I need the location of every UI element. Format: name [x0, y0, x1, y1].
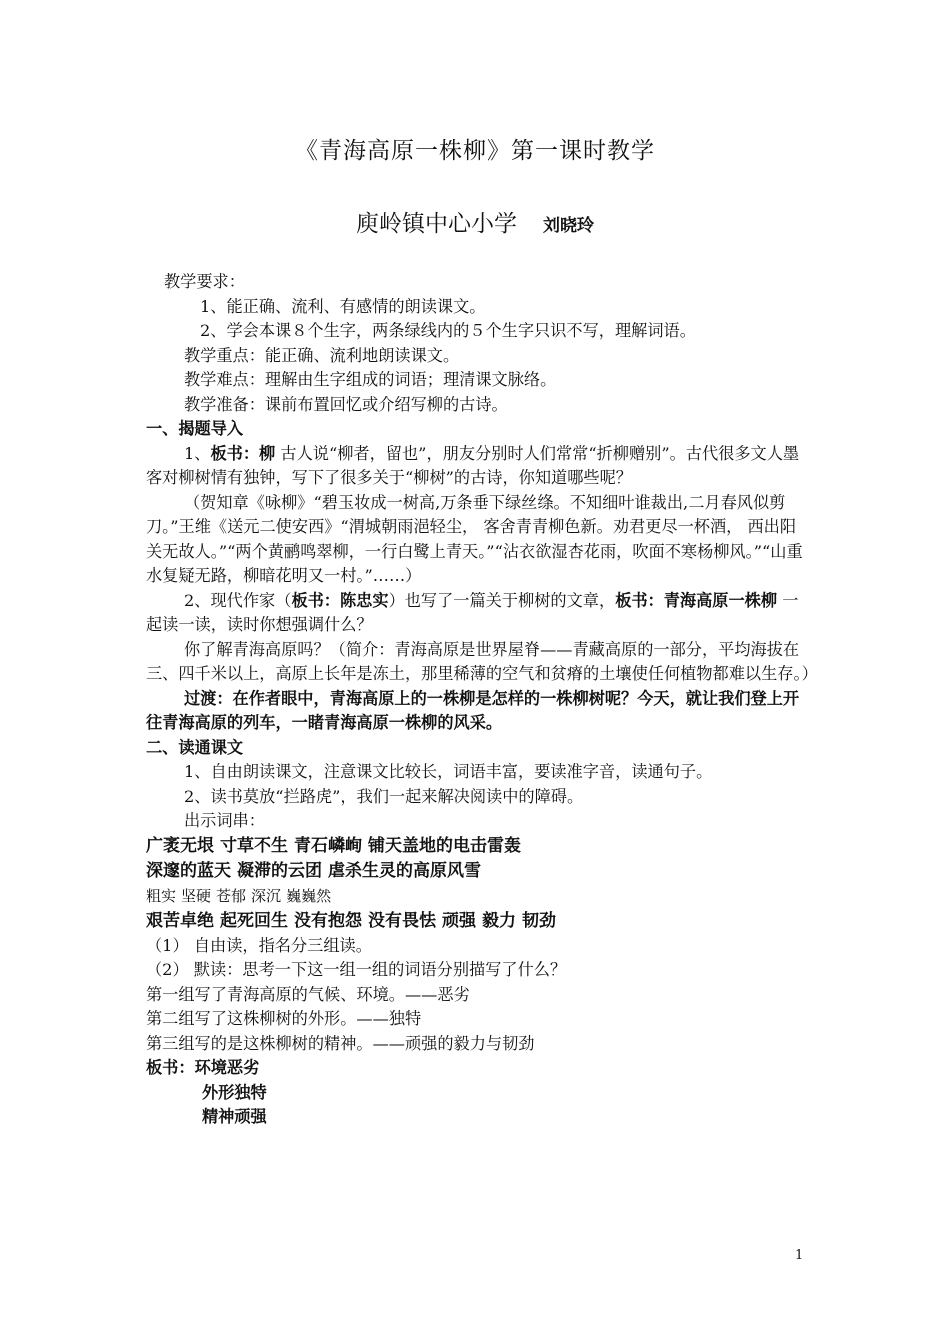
word-row — [146, 884, 810, 909]
requirement-item: 1、能正确、流利、有感情的朗读课文。 — [200, 296, 486, 316]
vocab-word: 深邃的蓝天 — [146, 860, 231, 881]
board-note: 板书：柳 — [210, 443, 276, 463]
author-name: 刘晓玲 — [543, 216, 594, 236]
vocab-word: 毅力 — [482, 910, 516, 931]
group-summary: 第一组写了青海高原的气候、环境。——恶劣 — [146, 984, 470, 1004]
vocab-word: 韧劲 — [522, 910, 556, 931]
paragraph-text: 2、现代作家（ — [184, 590, 292, 610]
paragraph: 1、自由朗读课文，注意课文比较长，词语丰富，要读准字音，读通句子。 — [184, 762, 713, 781]
vocab-word: 巍巍然 — [286, 886, 332, 905]
vocab-word: 粗实 — [146, 886, 177, 905]
paragraph-number: 1、 — [184, 443, 211, 463]
board-note: 板书：青海高原一株柳 — [615, 590, 778, 610]
paragraph: 2、读书莫放“拦路虎”，我们一起来解决阅读中的障碍。 — [184, 786, 584, 806]
vocab-word: 没有抱怨 — [294, 910, 362, 931]
requirements-heading: 教学要求： — [164, 272, 245, 291]
word-row — [146, 859, 810, 884]
vocab-word: 苍郁 — [216, 886, 247, 905]
vocab-word: 虐杀生灵的高原风雪 — [328, 860, 481, 881]
transition-paragraph: 过渡：在作者眼中，青海高原上的一株柳是怎样的一株柳树呢？今天，就让我们登上开往青海高原的列车，一睹青海高原一株柳的风采。 — [146, 688, 800, 732]
vocab-word: 顽强 — [442, 910, 476, 931]
section-heading: 一、揭题导入 — [146, 419, 244, 438]
board-note: 板书：陈忠实 — [291, 590, 389, 610]
paragraph-text: 一起读一读，读时你想强调什么？ — [146, 590, 799, 634]
requirement-item: 2、学会本课８个生字，两条绿线内的５个生字只识不写，理解词语。 — [200, 321, 696, 340]
paragraph-text: 古人说“柳者，留也”，朋友分别时人们常常“折柳赠别”。古代很多文人墨客对柳树情有独钟，写下了很多关于“柳树”的古诗，你知道哪些呢？ — [146, 443, 800, 487]
vocab-word: 艰苦卓绝 — [146, 910, 214, 931]
vocab-word: 青石嶙峋 — [294, 835, 362, 856]
vocab-word: 凝滞的云团 — [237, 860, 322, 881]
teaching-difficulty: 教学难点：理解由生字组成的词语；理清课文脉络。 — [184, 370, 557, 389]
page-number: 1 — [795, 1248, 804, 1263]
group-summary: 第三组写的是这株柳树的精神。——顽强的毅力与韧劲 — [146, 1033, 535, 1053]
paragraph — [146, 442, 810, 491]
page-title: 《青海高原一株柳》第一课时教学 — [295, 138, 655, 164]
vocab-word: 广袤无垠 — [146, 835, 214, 856]
word-row — [146, 909, 810, 934]
teaching-prep: 教学准备：课前布置回忆或介绍写柳的古诗。 — [184, 394, 508, 414]
poem-examples: （贺知章《咏柳》“碧玉妆成一树高,万条垂下绿丝绦。不知细叶谁裁出,二月春风似剪刀。”王维《送元二使安西》“渭城朝雨浥轻尘， 客舍青青柳色新。劝君更尽一杯酒， 西出阳关无故人。”“两个黄鹂鸣翠柳，一行白鹭上青天。”“沾衣欲湿杏花雨，吹面不寒杨柳风。”“山重水复疑无路，柳暗花明又一村。”……） — [146, 492, 803, 585]
document-body — [146, 270, 818, 1130]
vocab-word: 坚硬 — [181, 886, 212, 905]
group-summary: 第二组写了这株柳树的外形。——独特 — [146, 1009, 422, 1028]
board-item: 外形独特 — [202, 1082, 267, 1102]
vocab-word: 起死回生 — [220, 910, 288, 931]
board-item: 精神顽强 — [202, 1107, 267, 1126]
board-label: 板书： — [146, 1058, 195, 1077]
word-row — [146, 834, 810, 859]
school-name: 庾岭镇中心小学 — [356, 211, 517, 237]
vocab-word: 没有畏怯 — [368, 910, 436, 931]
paragraph: 你了解青海高原吗？（简介：青海高原是世界屋脊——青藏高原的一部分，平均海拔在三、四千米以上，高原上长年是冻土，那里稀薄的空气和贫瘠的土壤使任何植物都难以生存。） — [146, 639, 818, 683]
show-words-label: 出示词串： — [184, 811, 265, 830]
paragraph — [146, 589, 810, 638]
board-summary — [146, 1056, 810, 1081]
vocab-word: 铺天盖地的电击雷轰 — [368, 835, 521, 856]
reading-step: （2） 默读：思考一下这一组一组的词语分别描写了什么？ — [146, 960, 567, 979]
board-item: 环境恶劣 — [194, 1058, 260, 1077]
subtitle — [0, 205, 950, 238]
vocab-word: 深沉 — [251, 886, 282, 905]
section-heading: 二、读通课文 — [146, 737, 244, 757]
teaching-focus: 教学重点：能正确、流利地朗读课文。 — [184, 345, 460, 365]
paragraph-text: ）也写了一篇关于柳树的文章， — [388, 590, 616, 610]
reading-step: （1） 自由读，指名分三组读。 — [146, 935, 372, 955]
vocab-word: 寸草不生 — [220, 835, 288, 856]
